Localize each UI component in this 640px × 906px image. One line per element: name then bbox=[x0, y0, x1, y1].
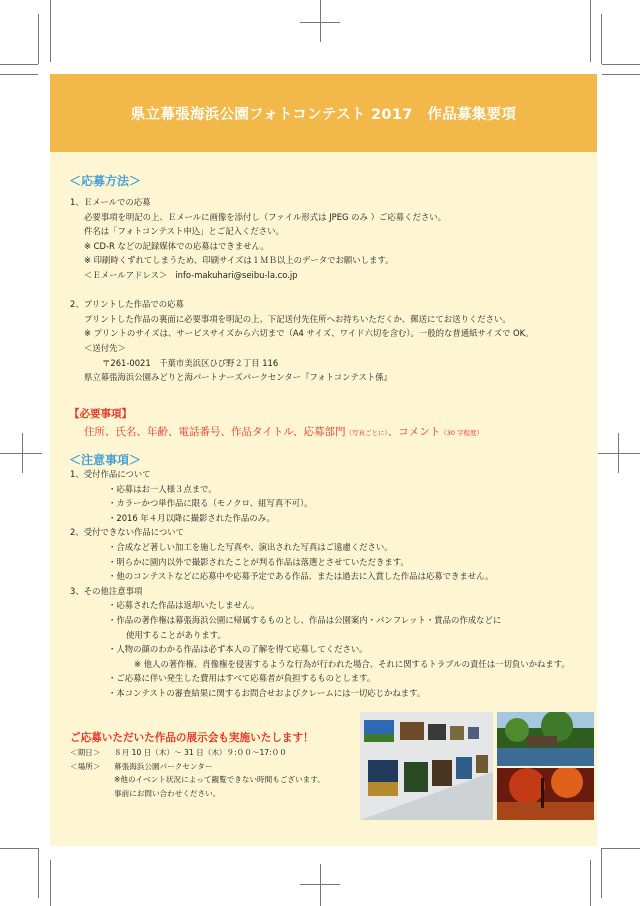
required-comment: 、コメント bbox=[387, 426, 441, 438]
email-size-note: ※ 印刷時くずれてしまうため、印刷サイズは１ＭＢ以上のデータでお願いします。 bbox=[84, 255, 394, 266]
title-banner bbox=[50, 74, 597, 152]
notes-item-continued: 使用することがあります。 bbox=[126, 629, 226, 640]
crop-mark bbox=[602, 848, 640, 849]
email-address[interactable]: info-makuhari@seibu-la.co.jp bbox=[175, 269, 298, 280]
notes-heading: ＜注意事項＞ bbox=[69, 453, 142, 467]
notes-item-subnote: ※ 他人の著作権、肖像権を侵害するような行為が行われた場合、それに関するトラブルの責任は一切負いかねます。 bbox=[134, 658, 570, 669]
crop-mark bbox=[618, 433, 619, 473]
page-title: 県立幕張海浜公園フォトコンテスト 2017 作品募集要項 bbox=[130, 106, 517, 123]
crop-mark bbox=[300, 884, 340, 885]
notes-item: ・作品の著作権は幕張海浜公園に帰属するものとし、作品は公園案内・パンフレット・賞品の作成などに bbox=[108, 614, 502, 625]
crop-mark bbox=[602, 64, 640, 65]
exhibition-period-row bbox=[70, 746, 325, 760]
exhibition-period: ８月 10 日（木）～ 31 日（木）９:００～17:００ bbox=[114, 748, 287, 757]
spacer bbox=[70, 283, 534, 298]
required-fields: 住所、氏名、年齢、電話番号、作品タイトル、応募部門 bbox=[84, 426, 346, 438]
crop-mark bbox=[602, 74, 640, 75]
required-items bbox=[84, 424, 483, 439]
destination-recipient: 県立幕張海浜公園みどりと海パートナーズパークセンター『フォトコンテスト係』 bbox=[84, 372, 393, 383]
exhibition-place: 幕張海浜公園パークセンター bbox=[114, 761, 213, 771]
crop-mark bbox=[590, 0, 591, 62]
notes-list bbox=[70, 467, 570, 701]
email-subject-note: 件名は「フォトコンテスト申込」とご記入ください。 bbox=[84, 226, 284, 237]
notes-item: ・応募はお一人様３点まで。 bbox=[108, 483, 217, 494]
required-fields-note: （写真ごとに） bbox=[345, 429, 388, 437]
flyer-sheet bbox=[50, 74, 597, 846]
email-media-note: ※ CD-R などの記録媒体での応募はできません。 bbox=[84, 240, 269, 251]
crop-mark bbox=[50, 0, 51, 62]
exhibition-note: 事前にお問い合わせください。 bbox=[114, 788, 221, 798]
crop-mark bbox=[22, 433, 23, 473]
exhibition-details bbox=[70, 746, 325, 800]
notes-item: ・ご応募に伴い発生した費用はすべて応募者が負担するものとします。 bbox=[108, 673, 376, 684]
notes-item: ・合成など著しい加工を施した写真や、演出された写真はご遠慮ください。 bbox=[108, 541, 393, 552]
crop-mark bbox=[601, 14, 602, 64]
email-address-row bbox=[70, 268, 534, 283]
crop-mark bbox=[0, 64, 38, 65]
notes-item: ・人物の顔のわかる作品は必ず本人の了解を得て応募してください。 bbox=[108, 644, 368, 655]
destination-label: ＜送付先＞ bbox=[84, 342, 126, 353]
crop-mark bbox=[598, 453, 640, 454]
apply-heading: ＜応募方法＞ bbox=[69, 174, 142, 188]
destination-postal: 〒261-0021 千葉市美浜区ひび野２丁目 116 bbox=[102, 357, 279, 368]
notes-item: ・本コンテストの審査結果に関するお問合せおよびクレームには一切応じかねます。 bbox=[108, 687, 426, 698]
notes-section-3-title: 3、その他注意事項 bbox=[70, 585, 143, 596]
park-photo-garden bbox=[497, 712, 594, 766]
print-size-note: ※ プリントのサイズは、サービスサイズから六切まで（A4 サイズ、ワイド六切を含む）。一般的な普通紙サイズで OK。 bbox=[84, 328, 534, 339]
email-section-title: 1、Ｅメールでの応募 bbox=[70, 197, 151, 207]
park-photo-autumn bbox=[497, 768, 594, 820]
print-section-title: 2、プリントした作品での応募 bbox=[70, 299, 184, 310]
notes-item: ・明らかに園内以外で撮影されたことが判る作品は落選とさせていただきます。 bbox=[108, 556, 409, 567]
email-address-label: ＜Ｅメールアドレス＞ bbox=[84, 269, 168, 280]
exhibition-place-row bbox=[70, 760, 325, 774]
exhibition-title: ご応募いただいた作品の展示会も実施いたします！ bbox=[70, 732, 314, 744]
crop-mark bbox=[300, 22, 340, 23]
notes-item: ・2016 年４月以降に撮影された作品のみ。 bbox=[108, 512, 275, 523]
notes-section-1-title: 1、受付作品について bbox=[70, 469, 151, 479]
crop-mark bbox=[38, 848, 39, 898]
notes-section-2-title: 2、受付できない作品について bbox=[70, 527, 185, 538]
crop-mark bbox=[50, 860, 51, 906]
exhibition-place-label: ＜場所＞ bbox=[70, 761, 101, 771]
crop-mark bbox=[590, 860, 591, 906]
required-heading: 【必要事項】 bbox=[69, 408, 132, 420]
email-instruction: 必要事項を明記の上、Ｅメールに画像を添付し（ファイル形式は JPEG のみ ）ご応募ください。 bbox=[84, 211, 446, 222]
exhibition-gallery-photo bbox=[360, 712, 493, 820]
crop-mark bbox=[320, 864, 321, 906]
notes-item: ・カラーかつ単作品に限る（モノクロ、組写真不可）。 bbox=[108, 498, 313, 509]
crop-mark bbox=[601, 848, 602, 898]
crop-mark bbox=[0, 848, 38, 849]
crop-mark bbox=[0, 74, 38, 75]
print-instruction: プリントした作品の裏面に必要事項を明記の上、下記送付先住所へお持ちいただくか、郵送にてお送りください。 bbox=[84, 313, 511, 324]
crop-mark bbox=[38, 14, 39, 64]
apply-methods bbox=[70, 195, 534, 385]
notes-item: ・応募された作品は返却いたしません。 bbox=[108, 600, 260, 611]
required-comment-note: （30 字程度） bbox=[440, 429, 484, 437]
notes-item: ・他のコンテストなどに応募中や応募予定である作品、または過去に入賞した作品は応募できません。 bbox=[108, 571, 494, 582]
crop-mark bbox=[320, 0, 321, 42]
exhibition-period-label: ＜期日＞ bbox=[70, 748, 101, 757]
crop-mark bbox=[0, 453, 42, 454]
exhibition-note: ※他のイベント状況によって観覧できない時間もございます。 bbox=[114, 775, 325, 784]
